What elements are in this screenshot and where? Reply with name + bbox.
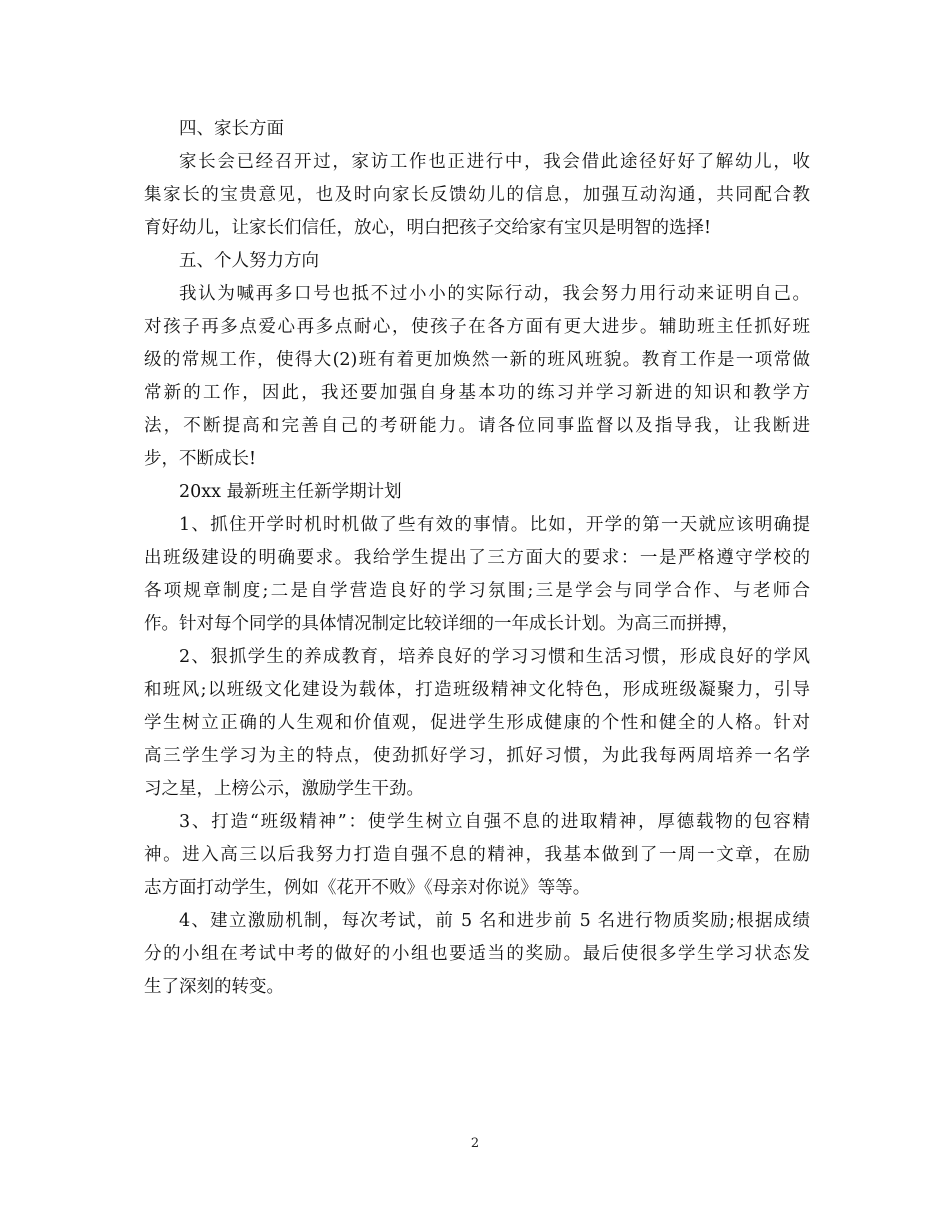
paragraph-line: 神。进入高三以后我努力打造自强不息的精神，我基本做到了一周一文章，在励 — [144, 845, 810, 865]
paragraph — [144, 509, 810, 641]
document-body — [144, 113, 810, 1004]
paragraph — [144, 278, 810, 476]
heading-text: 五、个人努力方向 — [179, 251, 319, 271]
paragraph-line: 对孩子再多点爱心再多点耐心，使孩子在各方面有更大进步。辅助班主任抓好班 — [144, 317, 810, 337]
section-heading — [144, 245, 810, 278]
section-heading — [144, 476, 810, 509]
paragraph-line: 法，不断提高和完善自己的考研能力。请各位同事监督以及指导我，让我断进 — [144, 416, 810, 436]
paragraph-line: 出班级建设的明确要求。我给学生提出了三方面大的要求：一是严格遵守学校的 — [144, 548, 810, 568]
paragraph-line: 习之星，上榜公示，激励学生干劲。 — [144, 779, 424, 799]
paragraph-line: 3、打造“班级精神”：使学生树立自强不息的进取精神，厚德载物的包容精 — [179, 812, 810, 832]
paragraph-line: 学生树立正确的人生观和价值观，促进学生形成健康的个性和健全的人格。针对 — [144, 713, 810, 733]
paragraph-line: 和班风;以班级文化建设为载体，打造班级精神文化特色，形成班级凝聚力，引导 — [144, 680, 810, 700]
paragraph-line: 常新的工作，因此，我还要加强自身基本功的练习并学习新进的知识和教学方 — [144, 383, 810, 403]
paragraph-line: 我认为喊再多口号也抵不过小小的实际行动，我会努力用行动来证明自己。 — [179, 284, 810, 304]
paragraph-line: 步，不断成长! — [144, 449, 257, 469]
paragraph-line: 1、抓住开学时机时机做了些有效的事情。比如，开学的第一天就应该明确提 — [179, 515, 810, 535]
paragraph-line: 作。针对每个同学的具体情况制定比较详细的一年成长计划。为高三而拼搏， — [144, 614, 739, 634]
paragraph-line: 家长会已经召开过，家访工作也正进行中，我会借此途径好好了解幼儿，收 — [179, 152, 810, 172]
paragraph-line: 2、狠抓学生的养成教育，培养良好的学习习惯和生活习惯，形成良好的学风 — [179, 647, 810, 667]
paragraph-line: 高三学生学习为主的特点，使劲抓好学习，抓好习惯，为此我每两周培养一名学 — [144, 746, 810, 766]
paragraph — [144, 905, 810, 1004]
paragraph — [144, 641, 810, 806]
paragraph-line: 4、建立激励机制，每次考试，前 5 名和进步前 5 名进行物质奖励;根据成绩 — [179, 911, 810, 931]
paragraph-line: 级的常规工作，使得大(2)班有着更加焕然一新的班风班貌。教育工作是一项常做 — [144, 350, 810, 370]
paragraph-line: 生了深刻的转变。 — [144, 977, 284, 997]
paragraph-line: 志方面打动学生，例如《花开不败》《母亲对你说》等等。 — [144, 878, 591, 898]
page-number: 2 — [470, 1136, 480, 1151]
paragraph — [144, 146, 810, 245]
section-heading — [144, 113, 810, 146]
paragraph-line: 育好幼儿，让家长们信任，放心，明白把孩子交给家有宝贝是明智的选择! — [144, 218, 712, 238]
heading-text: 20xx 最新班主任新学期计划 — [179, 482, 402, 502]
heading-text: 四、家长方面 — [179, 119, 284, 139]
paragraph-line: 分的小组在考试中考的做好的小组也要适当的奖励。最后使很多学生学习状态发 — [144, 944, 810, 964]
paragraph-line: 集家长的宝贵意见，也及时向家长反馈幼儿的信息，加强互动沟通，共同配合教 — [144, 185, 810, 205]
paragraph — [144, 806, 810, 905]
paragraph-line: 各项规章制度;二是自学营造良好的学习氛围;三是学会与同学合作、与老师合 — [144, 581, 810, 601]
